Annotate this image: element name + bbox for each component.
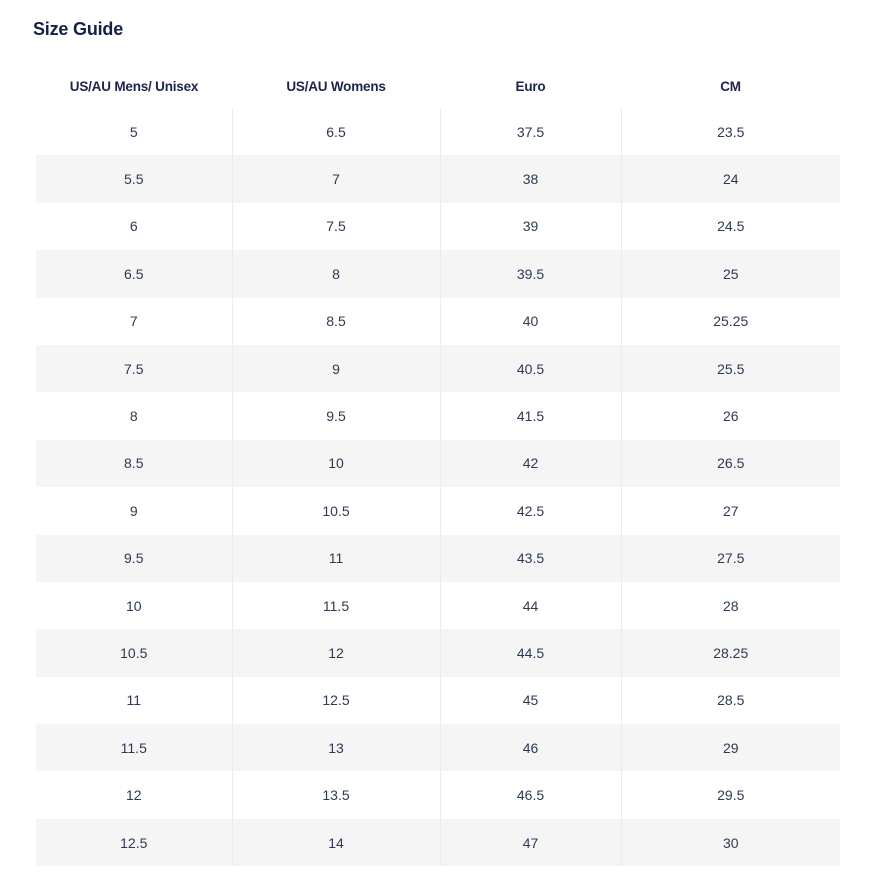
cell-us-au-mens-unisex: 8 — [36, 392, 232, 439]
cell-us-au-womens: 13.5 — [232, 771, 440, 818]
cell-cm: 28 — [722, 597, 739, 614]
cell-cm: 24.5 — [717, 218, 745, 235]
table-row — [36, 108, 840, 155]
cell-cm: 29.5 — [717, 787, 745, 804]
cell-euro: 46 — [440, 724, 621, 771]
cell-us-au-mens-unisex: 5 — [36, 108, 232, 155]
table-row — [36, 487, 840, 534]
cell-us-au-womens: 7.5 — [232, 203, 440, 250]
cell-us-au-mens-unisex: 11.5 — [36, 724, 232, 771]
column-header-cm: CM — [720, 78, 741, 94]
cell-us-au-mens-unisex: 10.5 — [36, 629, 232, 676]
table-row — [36, 155, 840, 202]
cell-us-au-womens: 9 — [232, 345, 440, 392]
cell-us-au-womens: 14 — [232, 819, 440, 866]
page-title: Size Guide — [33, 19, 124, 39]
cell-euro: 40 — [440, 298, 621, 345]
cell-euro: 46.5 — [440, 771, 621, 818]
cell-us-au-womens: 11 — [232, 535, 440, 582]
cell-euro: 47 — [440, 819, 621, 866]
cell-cm: 25.5 — [621, 345, 840, 392]
cell-us-au-mens-unisex: 7 — [36, 298, 232, 345]
table-row — [36, 392, 840, 439]
cell-us-au-womens: 8.5 — [232, 298, 440, 345]
table-body — [36, 108, 840, 866]
cell-cm: 27.5 — [621, 535, 840, 582]
cell-cm: 28.25 — [621, 629, 840, 676]
cell-euro: 42 — [440, 440, 621, 487]
cell-euro: 44.5 — [440, 629, 621, 676]
cell-us-au-womens: 11.5 — [232, 582, 440, 629]
table-row — [36, 819, 840, 866]
cell-us-au-mens-unisex: 10 — [36, 582, 232, 629]
table-row — [36, 440, 840, 487]
cell-cm: 26.5 — [621, 440, 840, 487]
cell-us-au-mens-unisex: 12.5 — [36, 819, 232, 866]
cell-euro: 44 — [440, 582, 621, 629]
table-row — [36, 677, 840, 724]
cell-us-au-mens-unisex: 6.5 — [36, 250, 232, 297]
cell-us-au-mens-unisex: 11 — [36, 677, 232, 724]
table-row — [36, 250, 840, 297]
cell-euro: 39 — [440, 203, 621, 250]
cell-cm: 25.25 — [713, 313, 749, 330]
cell-us-au-womens: 7 — [232, 155, 440, 202]
cell-euro: 41.5 — [440, 392, 621, 439]
cell-us-au-womens: 12.5 — [232, 677, 440, 724]
cell-euro: 39.5 — [440, 250, 621, 297]
cell-us-au-mens-unisex: 12 — [36, 771, 232, 818]
cell-euro: 37.5 — [440, 108, 621, 155]
cell-us-au-mens-unisex: 7.5 — [36, 345, 232, 392]
table-row — [36, 771, 840, 818]
cell-cm: 25 — [621, 250, 840, 297]
cell-cm: 26 — [722, 408, 739, 425]
cell-euro: 43.5 — [440, 535, 621, 582]
cell-us-au-mens-unisex: 9 — [36, 487, 232, 534]
cell-cm: 29 — [621, 724, 840, 771]
cell-euro: 42.5 — [440, 487, 621, 534]
cell-euro: 38 — [440, 155, 621, 202]
cell-cm: 24 — [621, 155, 840, 202]
column-header-us-au-mens-unisex: US/AU Mens/ Unisex — [69, 78, 199, 94]
cell-cm: 30 — [621, 819, 840, 866]
cell-euro: 45 — [440, 677, 621, 724]
cell-us-au-womens: 9.5 — [232, 392, 440, 439]
cell-us-au-mens-unisex: 9.5 — [36, 535, 232, 582]
table-row — [36, 629, 840, 676]
table-row — [36, 203, 840, 250]
cell-us-au-womens: 12 — [232, 629, 440, 676]
table-row — [36, 298, 840, 345]
cell-cm: 23.5 — [717, 123, 745, 140]
cell-us-au-womens: 8 — [232, 250, 440, 297]
header-row — [36, 64, 840, 108]
table-header — [36, 64, 840, 108]
table-row — [36, 724, 840, 771]
cell-us-au-womens: 10 — [232, 440, 440, 487]
table-row — [36, 535, 840, 582]
cell-us-au-mens-unisex: 8.5 — [36, 440, 232, 487]
cell-cm: 27 — [722, 502, 739, 519]
table-row — [36, 582, 840, 629]
column-header-us-au-womens: US/AU Womens — [286, 78, 386, 94]
size-guide-table — [36, 64, 840, 866]
column-header-euro: Euro — [515, 78, 546, 94]
cell-us-au-womens: 13 — [232, 724, 440, 771]
cell-us-au-mens-unisex: 5.5 — [36, 155, 232, 202]
cell-us-au-womens: 6.5 — [232, 108, 440, 155]
table-row — [36, 345, 840, 392]
cell-euro: 40.5 — [440, 345, 621, 392]
cell-us-au-womens: 10.5 — [232, 487, 440, 534]
cell-us-au-mens-unisex: 6 — [36, 203, 232, 250]
cell-cm: 28.5 — [717, 692, 745, 709]
